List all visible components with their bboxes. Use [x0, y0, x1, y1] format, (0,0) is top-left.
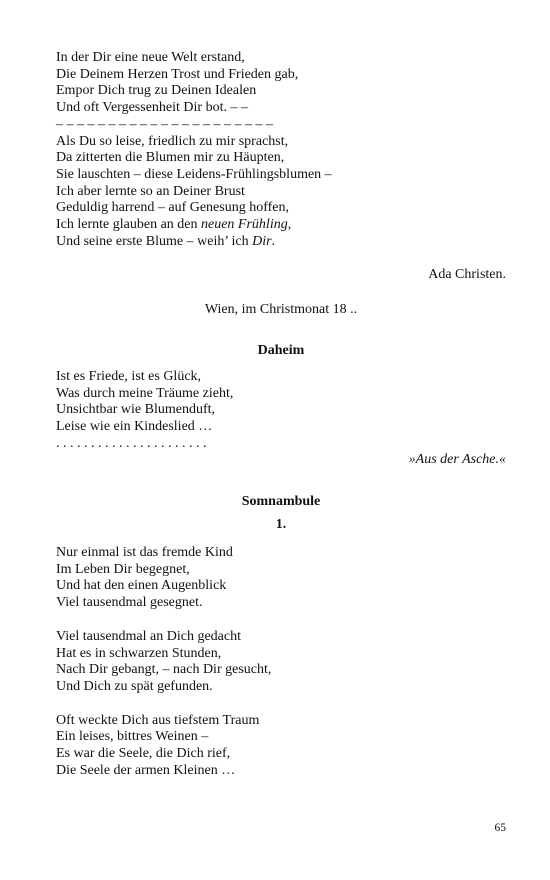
poem-line: [56, 217, 506, 234]
source-text: »Aus der Asche.«: [408, 452, 506, 468]
poem3-stanza-3: [56, 713, 506, 780]
poem-title: Somnambule: [241, 494, 321, 510]
poem-line: Im Leben Dir begegnet,: [56, 561, 190, 577]
poem-line: Nach Dir gebangt, – nach Dir gesucht,: [56, 662, 272, 678]
poem-line: Hat es in schwarzen Stunden,: [56, 645, 222, 661]
text-segment: .: [271, 233, 276, 249]
poem2-stanza: [56, 369, 506, 453]
page-number: 65: [494, 822, 506, 834]
poem-line: Ich aber lernte so an Deiner Brust: [56, 183, 245, 199]
page-content: [56, 50, 506, 780]
poem1-stanza: [56, 50, 506, 250]
poem-line: Und hat den einen Augenblick: [56, 578, 227, 594]
poem-line: Und Dich zu spät gefunden.: [56, 678, 213, 694]
emphasis-text: neuen Frühling: [201, 217, 288, 233]
poem-line: Ein leises, bittres Weinen –: [56, 729, 209, 745]
poem-line: Sie lauschten – diese Leidens-Frühlingsblumen –: [56, 166, 332, 182]
poem3-stanza-1: [56, 545, 506, 612]
poem-line: [56, 234, 506, 251]
poem-line: Die Deinem Herzen Trost und Frieden gab,: [56, 66, 299, 82]
poem-line: Die Seele der armen Kleinen …: [56, 762, 236, 778]
poem-line: Viel tausendmal gesegnet.: [56, 595, 203, 611]
poem-line: Was durch meine Träume zieht,: [56, 385, 234, 401]
poem-line: Ist es Friede, ist es Glück,: [56, 368, 202, 384]
poem-line: Unsichtbar wie Blumenduft,: [56, 402, 216, 418]
poem-line: Empor Dich trug zu Deinen Idealen: [56, 83, 257, 99]
poem3-stanza-2: [56, 629, 506, 696]
text-segment: ,: [287, 217, 292, 233]
poem-line: Geduldig harrend – auf Genesung hoffen,: [56, 200, 290, 216]
poem-number: 1.: [275, 517, 287, 533]
place-date: Wien, im Christmonat 18 ..: [204, 302, 358, 318]
poem-line: Leise wie ein Kindeslied …: [56, 418, 213, 434]
author-signature: Ada Christen.: [428, 267, 506, 283]
emphasis-text: Dir: [252, 233, 272, 249]
text-segment: Und seine erste Blume – weih’ ich: [56, 233, 253, 249]
poem-title: Daheim: [257, 342, 305, 358]
poem-line: Da zitterten die Blumen mir zu Häupten,: [56, 150, 285, 166]
source-citation: [56, 452, 506, 469]
poem-line: Als Du so leise, friedlich zu mir sprachst,: [56, 133, 289, 149]
poem-line: Nur einmal ist das fremde Kind: [56, 545, 233, 561]
poem-line: Viel tausendmal an Dich gedacht: [56, 628, 241, 644]
poem-line: Es war die Seele, die Dich rief,: [56, 746, 231, 762]
text-segment: Ich lernte glauben an den: [56, 217, 201, 233]
dot-separator: . . . . . . . . . . . . . . . . . . . . . .: [56, 435, 207, 451]
poem-line: In der Dir eine neue Welt erstand,: [56, 50, 245, 65]
dash-separator: – – – – – – – – – – – – – – – – – – – – –: [56, 116, 273, 132]
poem-line: Und oft Vergessenheit Dir bot. – –: [56, 100, 248, 116]
poem-line: Oft weckte Dich aus tiefstem Traum: [56, 712, 260, 728]
